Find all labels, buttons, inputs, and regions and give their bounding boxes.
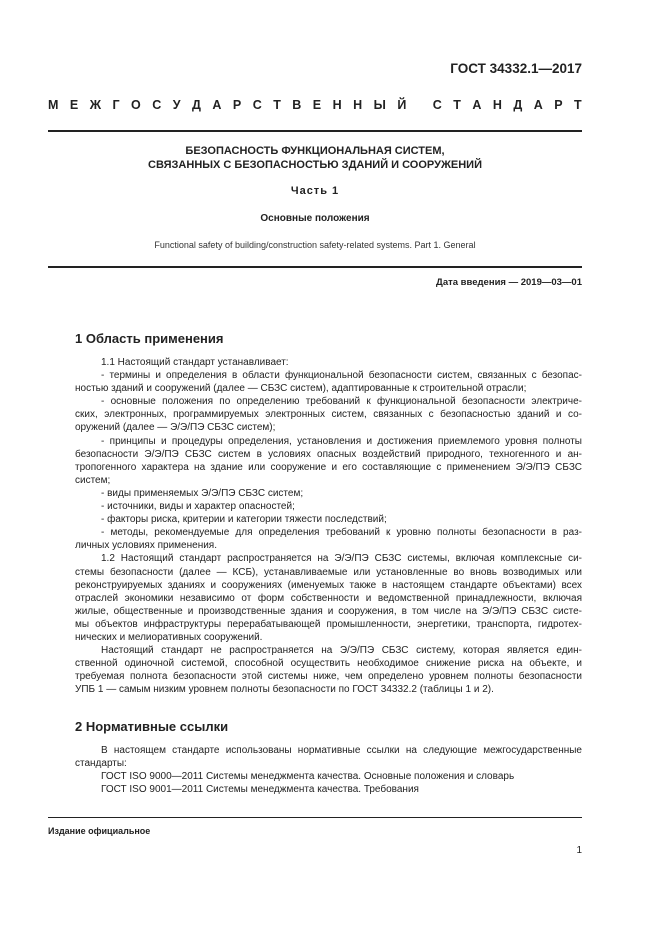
section-2-body xyxy=(75,744,582,796)
body-line: ностью зданий и сооружений (далее — СБЗС систем), адаптированные к строительной отрасли; xyxy=(75,383,527,395)
body-line: ских, электронных, программируемых электронных систем, связанных с безопасностью зданий и со- xyxy=(75,409,582,421)
body-line: - методы, рекомендуемые для определения требований к уровню полноты безопасности в раз- xyxy=(101,527,582,539)
banner-letter: Т xyxy=(273,98,281,112)
banner-letter: О xyxy=(131,98,141,112)
banner-letter: У xyxy=(172,98,181,112)
body-line: Настоящий стандарт не распространяется на Э/Э/ПЭ СБЗС систему, которая является един- xyxy=(101,645,582,657)
body-line: - источники, виды и характер опасностей; xyxy=(101,501,295,513)
banner-letter xyxy=(418,98,421,112)
section-1-heading: 1 Область применения xyxy=(75,331,224,346)
banner-letter: Е xyxy=(312,98,322,112)
section-1-body xyxy=(75,356,582,696)
banner-letter: Т xyxy=(574,98,582,112)
body-line: реконструируемых зданиях и сооружениях (именуемых также в настоящем стандарте объектами) всех xyxy=(75,579,582,591)
body-line: УПБ 1 — самым низким уровнем полноты безопасности по ГОСТ 34332.2 (таблицы 1 и 2). xyxy=(75,684,494,696)
body-line: - основные положения по определению требований к функциональной безопасности электриче- xyxy=(101,396,582,408)
banner-letter: Р xyxy=(232,98,242,112)
body-line: мы объектов инфраструктуры перерабатывающей промышленности, энергетики, транспорта, гидротех- xyxy=(75,618,582,630)
body-line: - термины и определения в области функциональной безопасности систем, связанных с безопас- xyxy=(101,370,582,382)
body-line: жилые, общественные и производственные здания и сооружения, в том числе на Э/Э/ПЭ СБЗС систе- xyxy=(75,605,582,617)
body-line: 1.2 Настоящий стандарт распространяется на Э/Э/ПЭ СБЗС системы, включая комплексные си- xyxy=(101,553,582,565)
banner-letter: Ж xyxy=(89,98,102,112)
banner-letter: Н xyxy=(353,98,363,112)
banner-letter: А xyxy=(472,98,482,112)
body-line: стандарты: xyxy=(75,758,127,770)
header-rule xyxy=(48,130,582,132)
body-line: В настоящем стандарте использованы нормативные ссылки на следующие межгосударственные xyxy=(101,745,582,756)
body-line: систем; xyxy=(75,474,111,486)
introduction-date: Дата введения — 2019—03—01 xyxy=(436,277,582,288)
section-2-heading: 2 Нормативные ссылки xyxy=(75,719,229,734)
title-line-1: БЕЗОПАСНОСТЬ ФУНКЦИОНАЛЬНАЯ СИСТЕМ, xyxy=(185,145,445,157)
body-line: отраслей экономики независимо от форм собственности и ведомственной принадлежности, включая xyxy=(75,592,582,604)
banner-letter: С xyxy=(252,98,262,112)
body-line: оружений (далее — Э/Э/ПЭ СБЗС систем); xyxy=(75,422,276,434)
banner-letter: Е xyxy=(69,98,79,112)
body-line: - виды применяемых Э/Э/ПЭ СБЗС систем; xyxy=(101,487,304,499)
body-line: нических и мелиоративных сооружений. xyxy=(75,631,263,643)
banner-letter: Д xyxy=(192,98,201,112)
banner-letter: А xyxy=(533,98,543,112)
body-line: требуемая полнота безопасности этой системы ниже, чем определено уровнем полноты безопасности xyxy=(75,671,582,683)
body-line: ГОСТ ISO 9001—2011 Системы менеджмента качества. Требования xyxy=(101,784,419,796)
banner-letter: Т xyxy=(453,98,461,112)
banner-letter: С xyxy=(152,98,162,112)
banner-letter: Н xyxy=(332,98,342,112)
banner-letter: В xyxy=(292,98,302,112)
subtitle: Основные положения xyxy=(260,213,370,224)
edition-note: Издание официальное xyxy=(48,826,151,836)
body-line: 1.1 Настоящий стандарт устанавливает: xyxy=(101,357,289,368)
body-line: тропогенного характера на здание или сооружение и его составляющие с применением Э/Э/ПЭ СБЗС xyxy=(75,461,582,473)
banner-letter: А xyxy=(212,98,222,112)
banner-letter: Г xyxy=(112,98,120,112)
banner-letter: Й xyxy=(397,98,407,112)
footer-rule xyxy=(48,817,582,818)
title-rule xyxy=(48,266,582,268)
body-line: - принципы и процедуры определения, установления и достижения приемлемого уровня полноты xyxy=(101,435,582,447)
page-number: 1 xyxy=(576,845,582,856)
body-line: ственной одиночной системой, способной осуществить необходимое снижение риска на объекте, и xyxy=(75,658,582,670)
banner-letter: Ы xyxy=(373,98,386,112)
banner-letter: С xyxy=(432,98,442,112)
body-line: безопасности Э/Э/ПЭ СБЗС систем в условиях опасных воздействий природного, техногенного и ан- xyxy=(75,448,582,460)
banner-letter: Р xyxy=(554,98,563,112)
banner-letter: Н xyxy=(492,98,502,112)
banner-letter: М xyxy=(48,98,59,112)
part-label: Часть 1 xyxy=(290,185,340,197)
banner-letter: Д xyxy=(513,98,523,112)
document-code: ГОСТ 34332.1—2017 xyxy=(450,61,582,76)
body-line: ГОСТ ISO 9000—2011 Системы менеджмента качества. Основные положения и словарь xyxy=(101,771,515,783)
body-line: личных условиях применения. xyxy=(75,540,217,552)
standard-type-banner xyxy=(48,98,582,112)
english-title: Functional safety of building/construction safety-related systems. Part 1. General xyxy=(154,240,476,250)
body-line: стемы безопасности (далее — КСБ), устанавливаемые или установленные во вновь возводимых или xyxy=(75,566,582,578)
title-line-2: СВЯЗАННЫХ С БЕЗОПАСНОСТЬЮ ЗДАНИЙ И СООРУЖЕНИЙ xyxy=(148,159,482,171)
body-line: - факторы риска, критерии и категории тяжести последствий; xyxy=(101,514,387,526)
